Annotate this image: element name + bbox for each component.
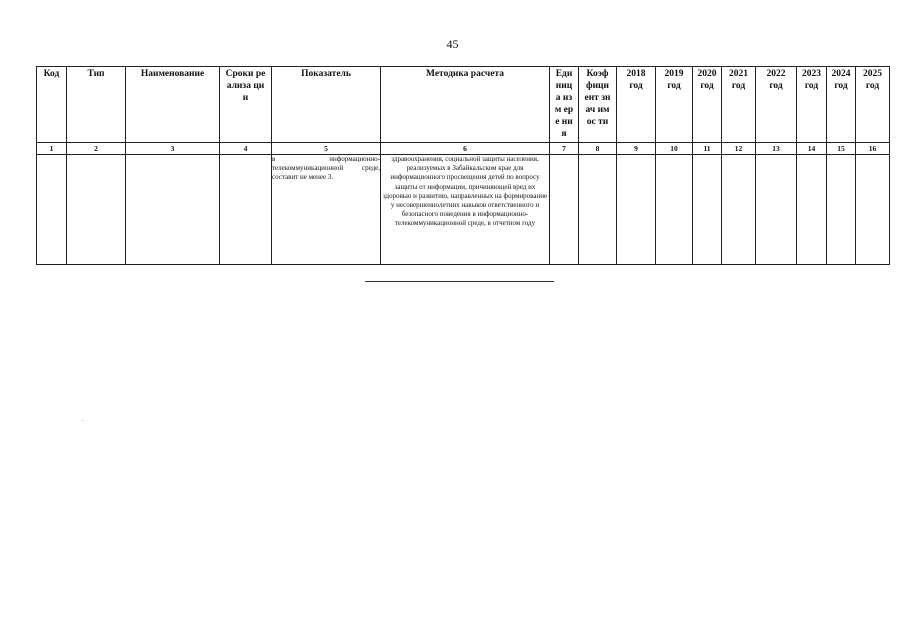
column-number: 15 [827, 143, 856, 155]
column-number: 14 [797, 143, 827, 155]
cell-type [67, 155, 126, 265]
header-cell-terms: Сроки реализа ции [220, 67, 272, 143]
column-number: 11 [693, 143, 722, 155]
header-cell-coefficient: Коэф фици ент знач имос ти [579, 67, 617, 143]
table-row [37, 155, 890, 265]
cell-2019 [656, 155, 693, 265]
column-number: 13 [756, 143, 797, 155]
cell-terms [220, 155, 272, 265]
column-number: 4 [220, 143, 272, 155]
cell-2025 [856, 155, 890, 265]
header-cell-2018: 2018 год [617, 67, 656, 143]
header-cell-indicator: Показатель [272, 67, 381, 143]
header-cell-2024: 2024 год [827, 67, 856, 143]
column-number: 16 [856, 143, 890, 155]
cell-2022 [756, 155, 797, 265]
cell-indicator: в информационно-телекоммуникационной среде, составит не менее 3. [272, 155, 381, 265]
page-number: 45 [446, 37, 459, 51]
column-number: 8 [579, 143, 617, 155]
column-number-row [37, 143, 890, 155]
column-number: 2 [67, 143, 126, 155]
cell-2021 [722, 155, 756, 265]
header-cell-2019: 2019 год [656, 67, 693, 143]
scan-speck [82, 420, 83, 421]
column-number: 9 [617, 143, 656, 155]
cell-2018 [617, 155, 656, 265]
cell-name [126, 155, 220, 265]
header-cell-name: Наименование [126, 67, 220, 143]
cell-coefficient [579, 155, 617, 265]
header-cell-2023: 2023 год [797, 67, 827, 143]
cell-unit [550, 155, 579, 265]
indicator-table [36, 66, 890, 265]
header-cell-2025: 2025 год [856, 67, 890, 143]
cell-code [37, 155, 67, 265]
header-row [37, 67, 890, 143]
column-number: 5 [272, 143, 381, 155]
header-cell-code: Код [37, 67, 67, 143]
cell-2020 [693, 155, 722, 265]
header-cell-methodology: Методика расчета [381, 67, 550, 143]
column-number: 10 [656, 143, 693, 155]
header-cell-2022: 2022 год [756, 67, 797, 143]
column-number: 12 [722, 143, 756, 155]
header-cell-unit: Еди ниц а изм ере ния [550, 67, 579, 143]
cell-2023 [797, 155, 827, 265]
cell-2024 [827, 155, 856, 265]
header-cell-type: Тип [67, 67, 126, 143]
column-number: 3 [126, 143, 220, 155]
cell-methodology: здравоохранения, социальной защиты населения, реализуемых в Забайкальском крае для информационного просвещения детей по вопросу защиты от информации, причиняющей вред их здоровью и развитию, направленных на формирование у несовершеннолетних навыков ответственного и безопасного поведения в информационно-телекоммуникационной среде, в отчетном году [381, 155, 550, 265]
end-of-table-rule [365, 281, 554, 282]
column-number: 6 [381, 143, 550, 155]
column-number: 1 [37, 143, 67, 155]
column-number: 7 [550, 143, 579, 155]
header-cell-2020: 2020 год [693, 67, 722, 143]
header-cell-2021: 2021 год [722, 67, 756, 143]
